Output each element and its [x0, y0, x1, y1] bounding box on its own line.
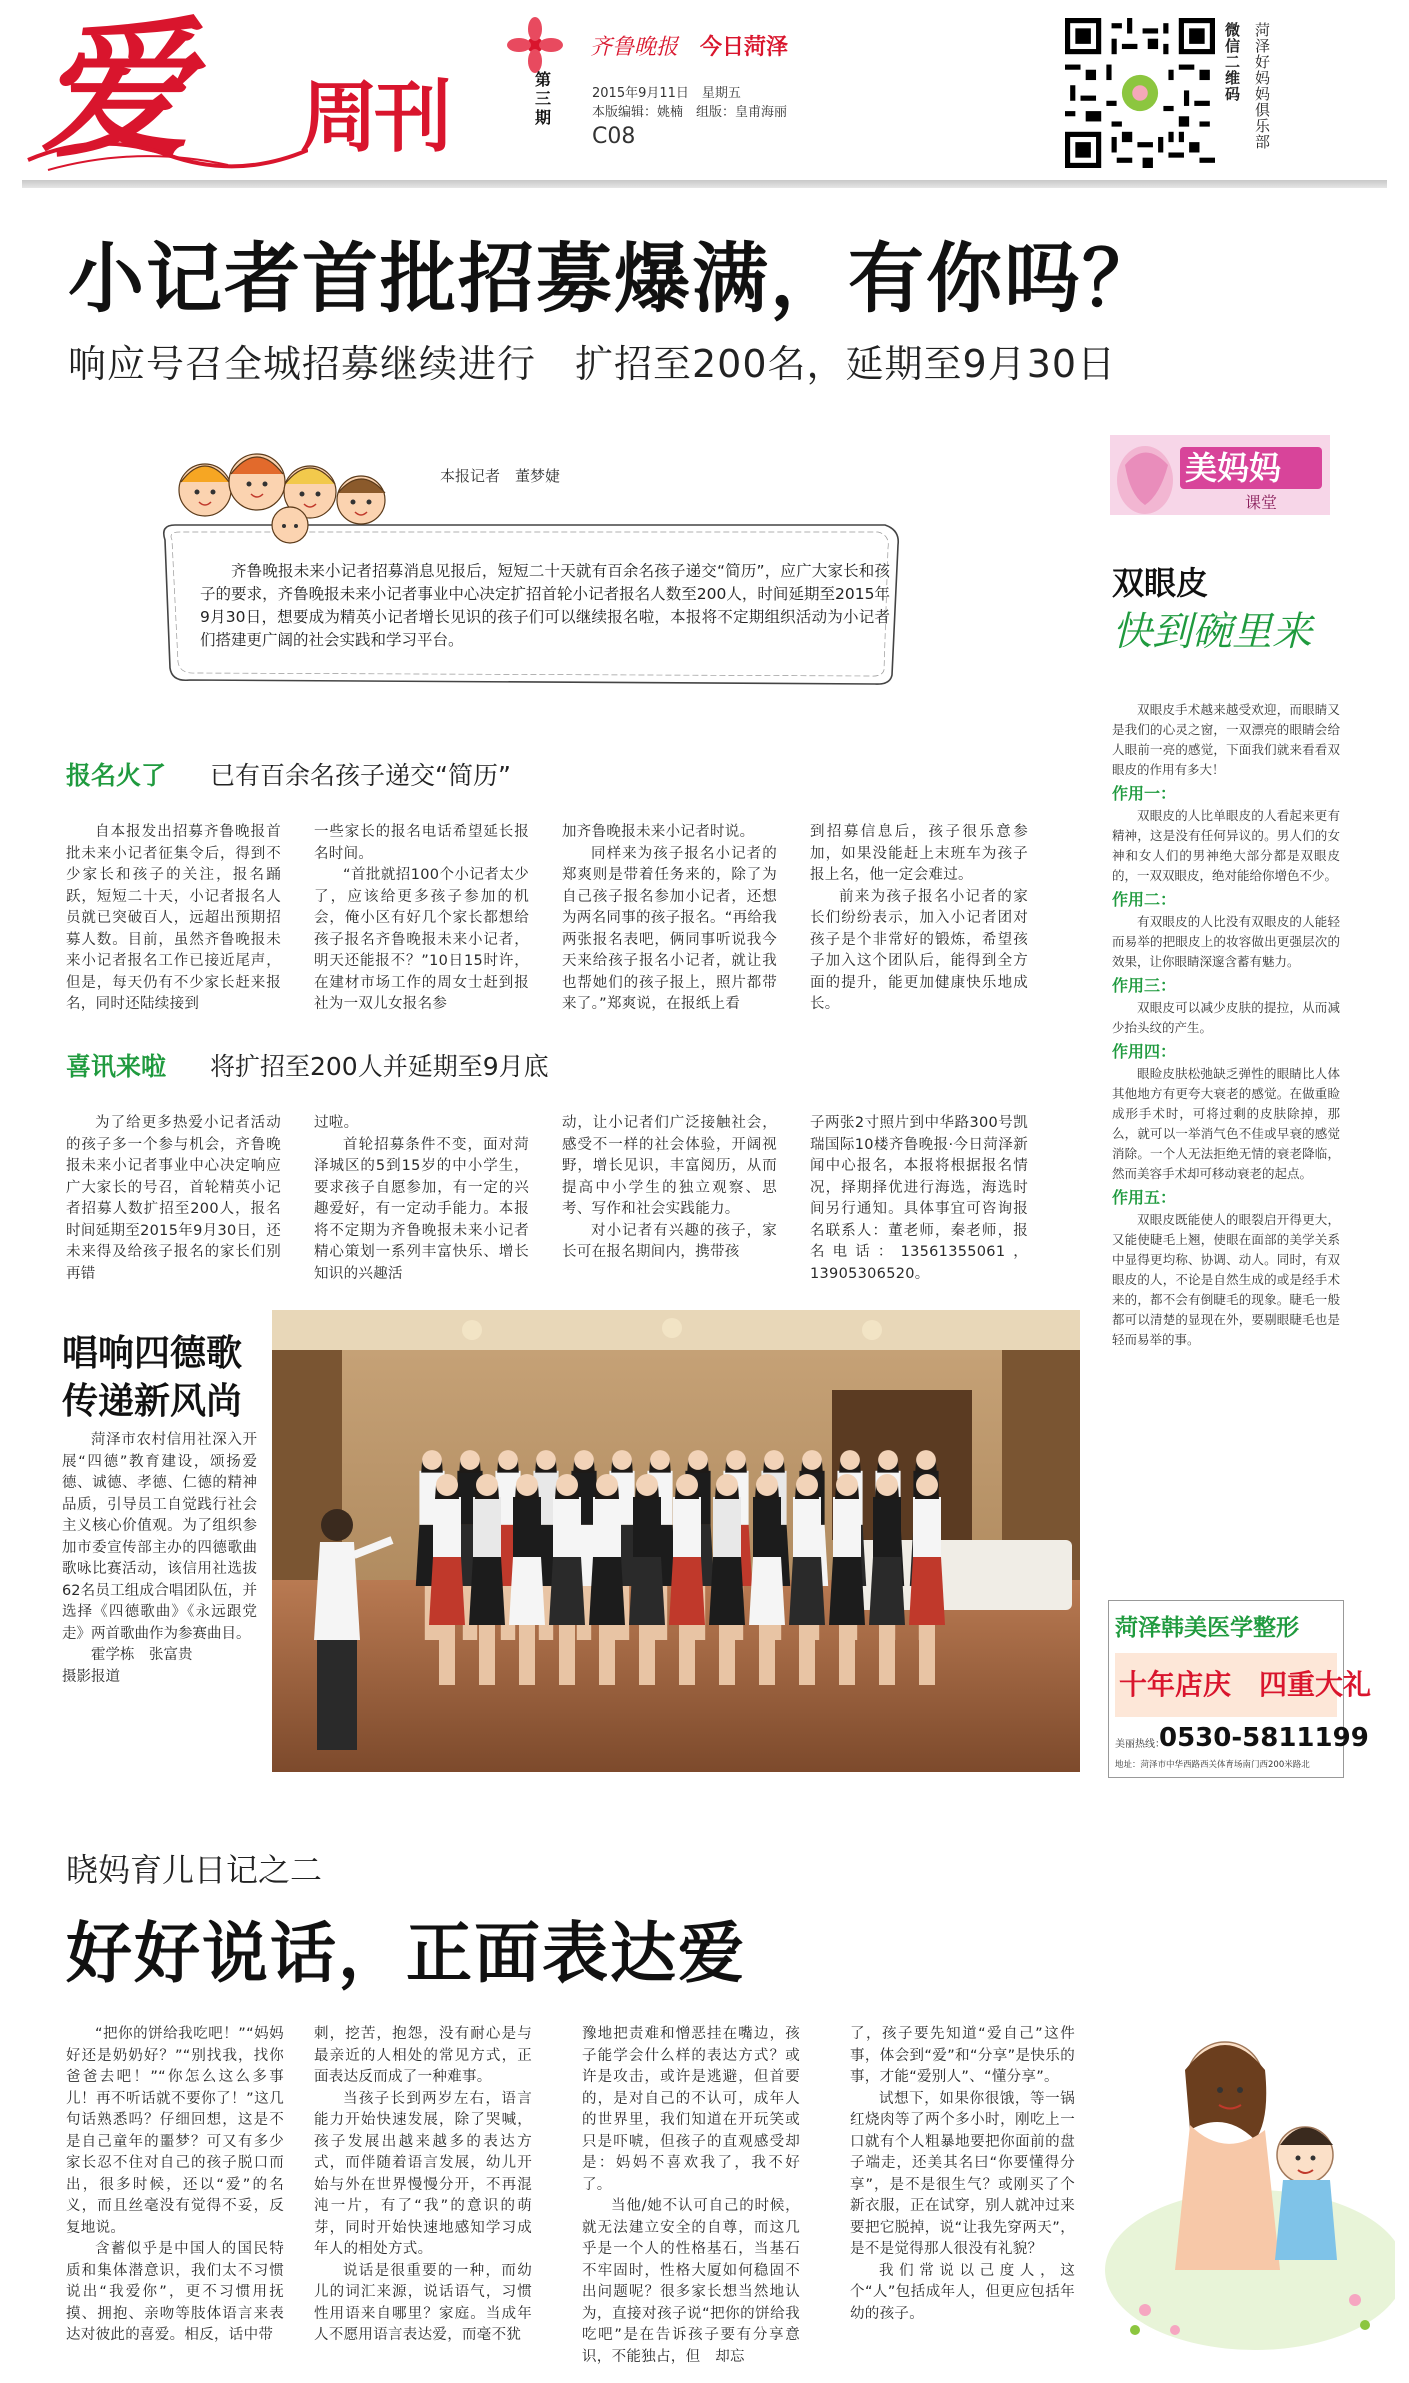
paragraph: 含蓄似乎是中国人的国民特质和集体潜意识，我们太不习惯说出“我爱你”，更不习惯用抚摸、拥抱、亲吻等肢体语言来表达对彼此的喜爱。相反，话中带 [66, 2241, 284, 2343]
ad-phone[interactable]: 0530-5811199 [1159, 1723, 1369, 1753]
logo-ai: 爱 [40, 2, 191, 178]
paragraph: 首轮招募条件不变，面对菏泽城区的5到15岁的中小学生，要求孩子自愿参加，有一定的兴趣爱好，有一定动手能力。本报将不定期为齐鲁晚报未来小记者精心策划一系列丰富快乐、增长知识的兴趣活 [314, 1136, 529, 1282]
diary-col2 [314, 2024, 532, 2347]
paragraph: 当他/她不认可自己的时候，就无法建立安全的自尊，而这几乎是一个人的性格基石，当基石不牢固时，性格大厦如何稳固不出问题呢？很多家长想当然地认为，直接对孩子说“把你的饼给我吃吧”是在告诉孩子要有分享意识，不能独占，但 却忘 [582, 2198, 800, 2365]
paragraph: 为了给更多热爱小记者活动的孩子多一个参与机会，齐鲁晚报未来小记者事业中心决定响应广大家长的号召，首轮精英小记者招募人数扩招至200人，报名时间延期至2015年9月30日，还未来得及给孩子报名的家长们别再错 [66, 1115, 281, 1282]
beauty-class-title: 美妈妈 [1185, 449, 1282, 487]
section2-col2 [314, 1113, 529, 1285]
page-number: C08 [592, 124, 636, 149]
section2-col2-text [314, 1113, 529, 1285]
paragraph: 同样来为孩子报名小记者的郑爽则是带着任务来的，除了为自己孩子报名参加小记者，还想为两名同事的孩子报名。“再给我两张报名表吧，俩同事听说我今天来给孩子报名小记者，就让我也帮她们的孩子报上，照片都带来了。”郑爽说，在报纸上看 [562, 845, 778, 1012]
section2-head: 喜讯来啦 [66, 1052, 167, 1081]
ad-company: 菏泽韩美医学整形 [1115, 1615, 1299, 1641]
effect-text: 双眼皮既能使人的眼裂启开得更大，又能使睫毛上翘，使眼在面部的美学关系中显得更均称、协调、动人。同时，有双眼皮的人，不论是自然生成的或是经手术来的，都不会有倒睫毛的现象。睫毛一般都可以清楚的显现在外，要剔眼睫毛也是轻而易举的事。 [1112, 1212, 1340, 1347]
effect-text: 双眼皮的人比单眼皮的人看起来更有精神，这是没有任何异议的。男人们的女神和女人们的男神绝大部分都是双眼皮的，一双双眼皮，绝对能给你增色不少。 [1112, 808, 1340, 883]
ad-address: 地址：菏泽市中华西路西关体育场南门西200米路北 [1115, 1760, 1310, 1770]
section2-col3 [562, 1113, 777, 1264]
song-title [62, 1330, 242, 1426]
effect-heading: 作用五： [1112, 1188, 1177, 1207]
song-article [62, 1430, 257, 1688]
paragraph: 动，让小记者们广泛接触社会，感受不一样的社会体验，开阔视野，增长见识，丰富阅历，从而提高中小学生的独立观察、思考、写作和社会实践能力。 [562, 1115, 777, 1217]
section1-col4 [810, 822, 1028, 1016]
paragraph: 试想下，如果你很饿，等一锅红烧肉等了两个多小时，刚吃上一口就有个人粗暴地要把你面前的盘子端走，还美其名曰“你要懂得分享”，是不是很生气？或刚买了个新衣服，正在试穿，别人就冲过来要把它脱掉，说“让我先穿两天”，是不是觉得那人很没有礼貌？ [850, 2090, 1075, 2257]
byline: 本报记者 董梦婕 [440, 467, 561, 485]
section1-head: 报名火了 [66, 761, 167, 790]
club-name: 菏泽好妈妈俱乐部 [1255, 21, 1271, 151]
masthead [0, 0, 1409, 190]
ad-hotline-label: 美丽热线： [1115, 1739, 1165, 1750]
effect-heading: 作用四： [1112, 1042, 1177, 1061]
paragraph: “把你的饼给我吃吧！”“妈妈好还是奶奶好？”“别找我，找你爸爸去吧！”“你怎么这么多事儿！再不听话就不要你了！”这几句话熟悉吗？仔细回想，这是不是自己童年的噩梦？可又有多少家长忍不住对自己的孩子脱口而出，很多时候，还以“爱”的名义，而且丝毫没有觉得不妥，反复地说。 [66, 2026, 284, 2236]
paragraph: 前来为孩子报名小记者的家长们纷纷表示，加入小记者团对孩子是个非常好的锻炼，希望孩子加入这个团队后，能得到全方面的提升，能更加健康快乐地成长。 [810, 888, 1028, 1012]
song-credit: 霍学栋 张富贵 [91, 1647, 193, 1663]
paragraph: 我们常说以己度人，这个“人”包括成年人，但更应包括年幼的孩子。 [850, 2262, 1075, 2322]
diary-title: 好好说话，正面表达爱 [66, 1915, 746, 1992]
diary-kicker: 晓妈育儿日记之二 [66, 1851, 323, 1889]
section1-col3 [562, 822, 777, 1016]
effect-heading: 作用三： [1112, 976, 1177, 995]
song-credit-2: 摄影报道 [62, 1668, 120, 1685]
paragraph: 过啦。 [314, 1115, 359, 1131]
effect-text: 眼睑皮肤松弛缺乏弹性的眼睛比人体其他地方有更夸大衰老的感觉。在做重睑成形手术时，可将过剩的皮肤除掉，那么，就可以一举消气色不佳或早衰的感觉消除。一个人无法拒绝无情的衰老降临，然而美容手术却可移动衰老的起点。 [1112, 1066, 1340, 1181]
flower-icon [505, 15, 565, 75]
beauty-intro: 双眼皮手术越来越受欢迎，而眼睛又是我们的心灵之窗，一双漂亮的眼睛会给人眼前一亮的感觉，下面我们就来看看双眼皮的作用有多大！ [1112, 702, 1340, 777]
song-title-line2: 传递新风尚 [62, 1381, 243, 1422]
section1-col1-text: 自本报发出招募齐鲁晚报首批未来小记者征集令后，得到不少家长和孩子的关注，报名踊跃，短短二十天，小记者报名人员就已突破百人，远超出预期招募人数。目前，虽然齐鲁晚报未来小记者报名工作已接近尾声，但是，每天仍有不少家长赶来报名，同时还陆续接到 [66, 824, 281, 1012]
song-text: 菏泽市农村信用社深入开展“四德”教育建设，颂扬爱德、诚德、孝德、仁德的精神品质，引导员工自觉践行社会主义核心价值观。为了组织参加市委宣传部主办的四德歌曲歌咏比赛活动，该信用社选拔62名员工组成合唱团队伍，并选择《四德歌曲》《永远跟党走》两首歌曲作为参赛曲目。 [62, 1432, 257, 1642]
section2-col3-text [562, 1113, 777, 1264]
paragraph: “首批就招100个小记者太少了，应该给更多孩子参加的机会，俺小区有好几个家长都想给孩子报名齐鲁晚报未来小记者，明天还能报不？”10日15时许，在建材市场工作的周女士赶到报社为一双儿女报名参 [314, 867, 529, 1012]
paragraph: 了，孩子要先知道“爱自己”这件事，体会到“爱”和“分享”是快乐的事，才能“爱别人”、“懂分享”。 [850, 2026, 1075, 2085]
intro-text: 齐鲁晚报未来小记者招募消息见报后，短短二十天就有百余名孩子递交“简历”，应广大家长和孩子的要求，齐鲁晚报未来小记者事业中心决定扩招首轮小记者报名人数至200人，时间延期至2015年9月30日，想要成为精英小记者增长见识的孩子们可以继续报名啦，本报将不定期组织活动为小记者们搭建更广阔的社会实践和学习平台。 [200, 562, 890, 649]
section2-col4 [810, 1113, 1028, 1285]
paper-edition: 今日菏泽 [700, 35, 789, 60]
page-subtitle: 响应号召全城招募继续进行 扩招至200名，延期至9月30日 [68, 342, 1117, 386]
editors-credit: 本版编辑：姚楠 组版：皇甫海丽 [592, 105, 788, 120]
diary-col3 [582, 2024, 800, 2368]
diary-col3-text [582, 2024, 800, 2368]
section2-col1 [66, 1113, 281, 1285]
diary-col4-text [850, 2024, 1075, 2325]
effect-heading: 作用一： [1112, 784, 1177, 803]
section1-col2 [314, 822, 529, 1016]
section1-col3-text [562, 822, 777, 1016]
paper-name: 齐鲁晚报 [590, 35, 679, 60]
section2-col1-text [66, 1113, 281, 1285]
section2-col4-text [810, 1113, 1028, 1285]
clinic-ad[interactable] [1108, 1600, 1372, 1778]
paragraph: 加齐鲁晚报未来小记者时说。 [562, 824, 755, 840]
effect-text: 双眼皮可以减少皮肤的提拉，从而减少抬头纹的产生。 [1112, 1000, 1340, 1035]
paragraph: 一些家长的报名电话希望延长报名时间。 [314, 824, 529, 862]
issue-date: 2015年9月11日 星期五 [592, 86, 741, 101]
family-illustration [1105, 1940, 1395, 2360]
section2-subhead: 将扩招至200人并延期至9月底 [210, 1052, 549, 1081]
paragraph: 到招募信息后，孩子很乐意参加，如果没能赶上末班车为孩子报上名，他一定会难过。 [810, 824, 1028, 883]
paragraph: 刺，挖苦，抱怨，没有耐心是与最亲近的人相处的常见方式，正面表达反而成了一种难事。 [314, 2026, 532, 2085]
logo-swash [18, 120, 308, 180]
paragraph: 当孩子长到两岁左右，语言能力开始快速发展，除了哭喊，孩子发展出越来越多的表达方式，而伴随着语言发展，幼儿开始与外在世界慢慢分开，不再混沌一片，有了“我”的意识的萌芽，同时开始快速地感知学习成年人的相处方式。 [314, 2090, 532, 2257]
beauty-article-subtitle: 快到碗里来 [1112, 609, 1312, 655]
intro-paragraph [200, 560, 890, 652]
section1-col4-text [810, 822, 1028, 1016]
paragraph: 对小记者有兴趣的孩子，家长可在报名期间内，携带孩 [562, 1222, 777, 1260]
effect-heading: 作用二： [1112, 890, 1177, 909]
effects-list [1112, 784, 1340, 1350]
beauty-article-title: 双眼皮 [1112, 564, 1209, 602]
beauty-article-body [1112, 700, 1340, 1350]
logo-zhoukan: 周刊 [300, 73, 449, 163]
paragraph: 豫地把责难和憎恶挂在嘴边，孩子能学会什么样的表达方式？或许是攻击，或许是逃避，但首要的，是对自己的不认可，成年人的世界里，我们知道在开玩笑或只是吓唬，但孩子的直观感受却是：妈妈不喜欢我了，我不好了。 [582, 2026, 800, 2193]
qr-code-icon[interactable] [1065, 18, 1215, 168]
diary-col1 [66, 2024, 284, 2347]
section1-col2-text [314, 822, 529, 1016]
beauty-class-sub: 课堂 [1245, 493, 1278, 512]
page-title: 小记者首批招募爆满，有你吗？ [68, 234, 1160, 323]
ad-promo: 十年店庆 四重大礼 [1119, 1668, 1372, 1701]
section1-subhead: 已有百余名孩子递交“简历” [210, 761, 511, 790]
qr-code-label: 微信二维码 [1225, 21, 1241, 103]
effect-text: 有双眼皮的人比没有双眼皮的人能轻而易举的把眼皮上的妆容做出更强层次的效果，让你眼睛深邃含蓄有魅力。 [1112, 914, 1340, 969]
kids-illustration [165, 430, 415, 545]
diary-col1-text [66, 2024, 284, 2347]
paragraph: 说话是很重要的一种，而幼儿的词汇来源，说话语气，习惯性用语来自哪里？家庭。当成年人不愿用语言表达爱，而毫不犹 [314, 2262, 532, 2343]
paragraph: 子两张2寸照片到中华路300号凯瑞国际10楼齐鲁晚报·今日菏泽新闻中心报名，本报将根据报名情况，择期择优进行海选，海选时间另行通知。具体事宜可咨询报名联系人：董老师，秦老师，报名电话：13561355061，13905306520。 [810, 1115, 1028, 1282]
section1-col1 [66, 822, 281, 1016]
issue-number: 第三期 [535, 70, 552, 127]
diary-col4 [850, 2024, 1075, 2325]
choir-photo [272, 1310, 1080, 1772]
song-title-line1: 唱响四德歌 [62, 1333, 243, 1374]
diary-col2-text [314, 2024, 532, 2347]
masthead-divider [22, 180, 1387, 188]
